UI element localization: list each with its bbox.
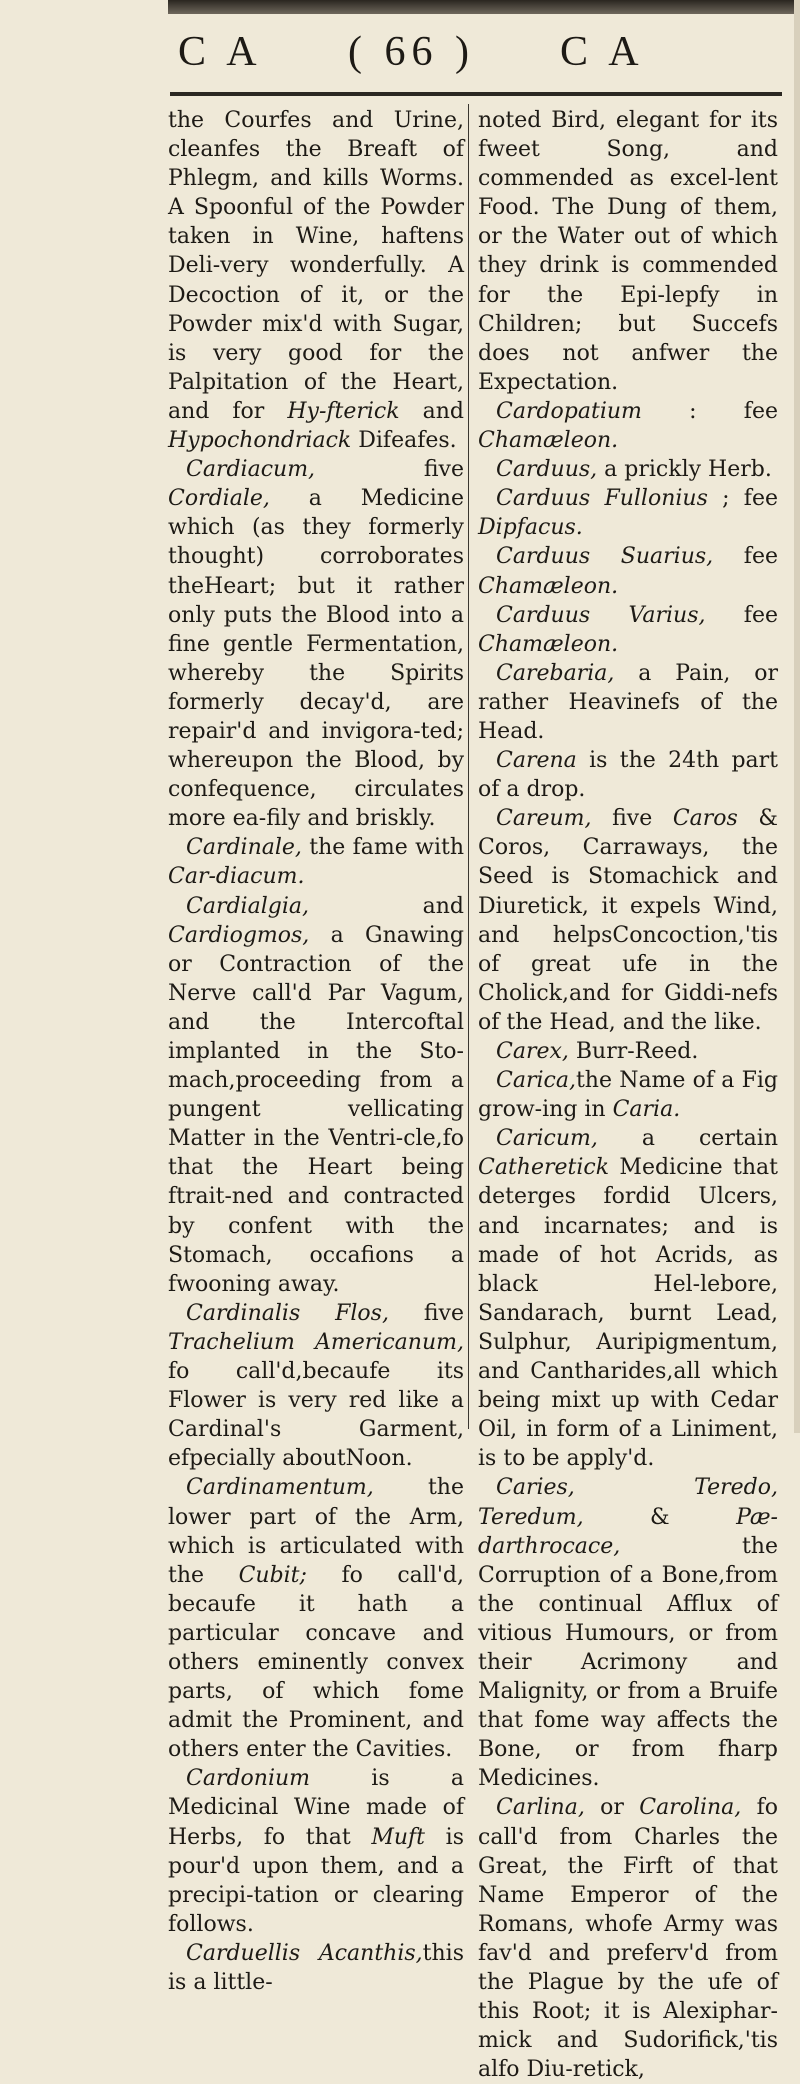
entry: Cardopatium : fee Chamæleon. xyxy=(478,398,778,454)
header-left: C A xyxy=(178,29,263,75)
entry: the Courfes and Urine, cleanfes the Breaft of Phlegm, and kills Worms. A Spoonful of the Powder taken in Wine, haftens Deli-very wonderfully. A Decoction of it, or the Powder mix'd with Sugar, is very good for the Palpitation of the Heart, and for Hy-fterick and Hypochondriack Difeafes. xyxy=(168,108,464,454)
entry: Caricum, a certain Catheretick Medicine that deterges fordid Ulcers, and incarnates; and is made of hot Acrids, as black Hel-lebore, Sandarach, burnt Lead, Sulphur, Auripigmentum, and Cantharides,all which being mixt up with Cedar Oil, in form of a Liniment, is to be apply'd. xyxy=(478,1126,778,1472)
entry: Cardinale, the fame with Car-diacum. xyxy=(168,835,464,890)
entry: Carebaria, a Pain, or rather Heavinefs of the Head. xyxy=(478,660,778,744)
entry: Carduus Fullonius ; fee Dipfacus. xyxy=(478,486,778,541)
header-right: C A xyxy=(560,29,645,75)
entry: Carica,the Name of a Fig grow-ing in Caria. xyxy=(478,1068,778,1123)
right-column xyxy=(478,106,778,2084)
top-border xyxy=(168,0,800,14)
entry: Carduellis Acanthis,this is a little- xyxy=(168,1940,464,1995)
page-number: ( 66 ) xyxy=(348,29,475,75)
page-edge xyxy=(794,0,800,1433)
header-rule xyxy=(170,92,782,96)
entry: Cardinalis Flos, five Trachelium Americanum, fo call'd,becaufe its Flower is very red like a Cardinal's Garment, efpecially aboutNoon. xyxy=(168,1300,464,1472)
entry: Cardonium is a Medicinal Wine made of Herbs, fo that Muft is pour'd upon them, and a precipi-tation or clearing follows. xyxy=(168,1766,464,1937)
entry: Carduus Varius, fee Chamæleon. xyxy=(478,602,778,657)
running-header xyxy=(170,28,710,88)
entry: Carduus Suarius, fee Chamæleon. xyxy=(478,544,778,599)
left-column xyxy=(168,106,464,1997)
entry: Carex, Burr-Reed. xyxy=(496,1039,699,1064)
entry: Carduus, a prickly Herb. xyxy=(496,457,772,483)
entry: Cardiacum, five Cordiale, a Medicine which (as they formerly thought) corroborates theHeart; but it rather only puts the Blood into a fine gentle Fermentation, whereby the Spirits formerly decay'd, are repair'd and invigora-ted; whereupon the Blood, by confequence, circulates more ea-fily and briskly. xyxy=(168,457,464,832)
entry: Carlina, or Carolina, fo call'd from Charles the Great, the Firft of that Name Emperor of the Romans, whofe Army was fav'd and preferv'd from the Plague by the ufe of this Root; it is Alexiphar-mick and Sudorifick,'tis alfo Diu-retick, xyxy=(478,1795,779,2083)
entry: Cardinamentum, the lower part of the Arm, which is articulated with the Cubit; fo call'd, becaufe it hath a particular concave and others eminently convex parts, of which fome admit the Prominent, and others enter the Cavities. xyxy=(168,1475,464,1763)
entry: Cardialgia, and Cardiogmos, a Gnawing or Contraction of the Nerve call'd Par Vagum, and the Intercoftal implanted in the Sto-mach,proceeding from a pungent vellicating Matter in the Ventri-cle,fo that the Heart being ftrait-ned and contracted by confent with the Stomach, occafions a fwooning away. xyxy=(168,893,464,1297)
entry: noted Bird, elegant for its fweet Song, and commended as excel-lent Food. The Dung of them, or the Water out of which they drink is commended for the Epi-lepfy in Children; but Succefs does not anfwer the Expectation. xyxy=(478,108,778,395)
entry: Careum, five Caros & Coros, Carraways, the Seed is Stomachick and Diuretick, it expels Wind, and helpsConcoction,'tis of great ufe in the Cholick,and for Giddi-nefs of the Head, and the like. xyxy=(478,806,778,1035)
entry: Caries, Teredo, Teredum, & Pæ-darthrocace, the Corruption of a Bone,from the continual Afflux of vitious Humours, or from their Acrimony and Malignity, or from a Bruife that fome way affects the Bone, or from fharp Medicines. xyxy=(478,1475,778,1792)
entry: Carena is the 24th part of a drop. xyxy=(478,748,778,803)
column-divider xyxy=(468,104,469,1429)
